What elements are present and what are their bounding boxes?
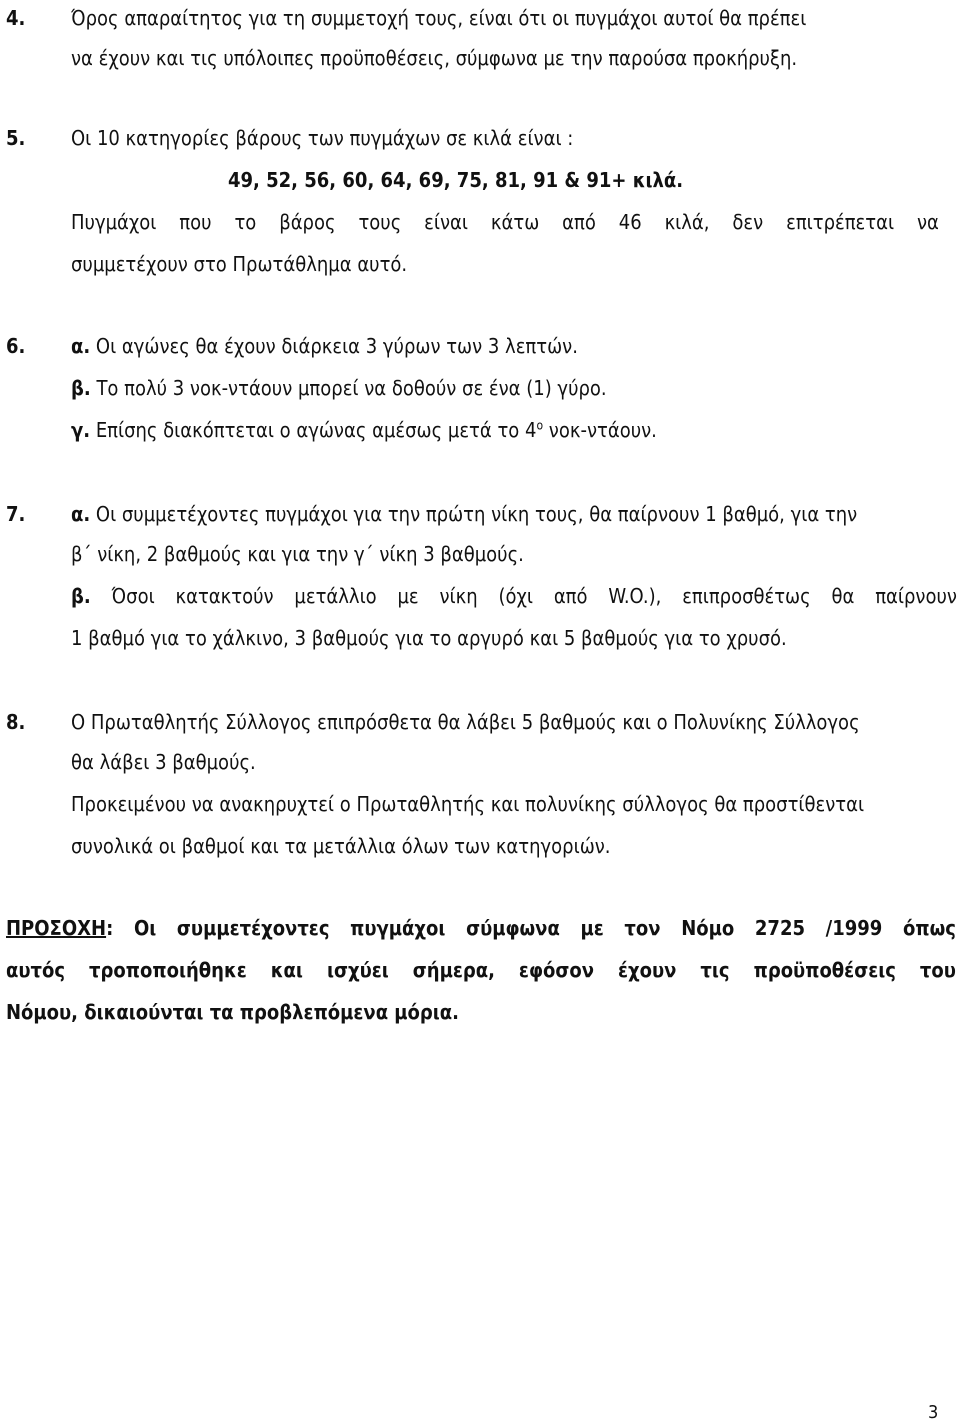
item-6-c-text: Επίσης διακόπτεται ο αγώνας αμέσως μετά το 4 xyxy=(95,418,537,442)
item-6-c xyxy=(71,418,657,442)
notice-heading xyxy=(6,916,113,940)
word: με xyxy=(580,916,604,940)
item-5-line-1: Οι 10 κατηγορίες βάρους των πυγμάχων σε κιλά είναι : xyxy=(71,126,574,150)
word: αυτός xyxy=(6,958,66,982)
word: σήμερα, xyxy=(412,958,495,982)
word: μετάλλιο xyxy=(294,584,377,608)
item-6-a xyxy=(71,334,578,358)
word: κατακτούν xyxy=(175,584,274,608)
item-number-4: 4. xyxy=(6,6,26,30)
word: δεν xyxy=(732,210,764,234)
notice-colon: : xyxy=(106,916,114,940)
item-4-line-1: Όρος απαραίτητος για τη συμμετοχή τους, είναι ότι οι πυγμάχοι αυτοί θα πρέπει xyxy=(71,6,807,30)
word: W.O.), xyxy=(608,584,662,608)
word: και xyxy=(270,958,303,982)
word: έχουν xyxy=(618,958,677,982)
word: να xyxy=(916,210,939,234)
word: τις xyxy=(700,958,730,982)
item-8-line-2: θα λάβει 3 βαθμούς. xyxy=(71,750,256,774)
sub-label-c: γ. xyxy=(71,418,91,442)
weight-classes: 49, 52, 56, 60, 64, 69, 75, 81, 91 & 91+ κιλά. xyxy=(228,168,684,192)
notice-line-3: Νόμου, δικαιούνται τα προβλεπόμενα μόρια. xyxy=(6,1000,460,1024)
notice-line-1 xyxy=(6,916,956,940)
word: Όσοι xyxy=(111,584,155,608)
word: συμμετέχοντες xyxy=(176,916,330,940)
sub-label-a: α. xyxy=(71,334,91,358)
word: το xyxy=(234,210,257,234)
word: τον xyxy=(624,916,661,940)
item-8-line-3: Προκειμένου να ανακηρυχτεί ο Πρωταθλητής και πολυνίκης σύλλογος θα προστίθενται xyxy=(71,792,865,816)
word: επιπροσθέτως xyxy=(682,584,811,608)
item-6-c-text-end: νοκ-ντάουν. xyxy=(548,418,657,442)
item-7-a-line-2: β΄ νίκη, 2 βαθμούς και για την γ΄ νίκη 3 βαθμούς. xyxy=(71,542,524,566)
sub-label-b: β. xyxy=(71,376,91,400)
word: τους xyxy=(358,210,402,234)
word: από xyxy=(553,584,588,608)
word: εφόσον xyxy=(518,958,595,982)
word: σύμφωνα xyxy=(466,916,560,940)
word: Πυγμάχοι xyxy=(71,210,157,234)
item-5-line-3 xyxy=(71,210,939,234)
item-4-line-2: να έχουν και τις υπόλοιπες προϋποθέσεις, σύμφωνα με την παρούσα προκήρυξη. xyxy=(71,46,798,70)
sub-label-b: β. xyxy=(71,584,91,608)
word: /1999 xyxy=(825,916,883,940)
word: κάτω xyxy=(490,210,540,234)
word: του xyxy=(919,958,956,982)
item-5-line-4: συμμετέχουν στο Πρωτάθλημα αυτό. xyxy=(71,252,408,276)
item-6-b-text: Το πολύ 3 νοκ-ντάουν μπορεί να δοθούν σε ένα (1) γύρο. xyxy=(96,376,607,400)
word: είναι xyxy=(424,210,468,234)
page-number: 3 xyxy=(928,1402,939,1423)
item-7-a-line-1 xyxy=(71,502,857,526)
word: Οι xyxy=(133,916,157,940)
word: νίκη xyxy=(439,584,478,608)
word: με xyxy=(397,584,419,608)
item-7-b-line-2: 1 βαθμό για το χάλκινο, 3 βαθμούς για το αργυρό και 5 βαθμούς για το χρυσό. xyxy=(71,626,787,650)
word: τροποποιήθηκε xyxy=(89,958,247,982)
word: κιλά, xyxy=(664,210,710,234)
word: πυγμάχοι xyxy=(350,916,446,940)
word: 2725 xyxy=(754,916,805,940)
word: Νόμο xyxy=(681,916,735,940)
word: 46 xyxy=(618,210,642,234)
word: ισχύει xyxy=(326,958,389,982)
item-6-a-text: Οι αγώνες θα έχουν διάρκεια 3 γύρων των 3 λεπτών. xyxy=(95,334,578,358)
word: όπως xyxy=(902,916,956,940)
word: θα xyxy=(831,584,855,608)
word: παίρνουν xyxy=(875,584,957,608)
item-6-b xyxy=(71,376,607,400)
item-number-8: 8. xyxy=(6,710,26,734)
word: που xyxy=(179,210,212,234)
word: (όχι xyxy=(498,584,533,608)
word: από xyxy=(562,210,596,234)
word: επιτρέπεται xyxy=(786,210,895,234)
sub-label-a: α. xyxy=(71,502,91,526)
word: βάρος xyxy=(279,210,336,234)
item-7-a-text: Οι συμμετέχοντες πυγμάχοι για την πρώτη νίκη τους, θα παίρνουν 1 βαθμό, για την xyxy=(95,502,858,526)
notice-line-2 xyxy=(6,958,956,982)
item-8-line-4: συνολικά οι βαθμοί και τα μετάλλια όλων των κατηγοριών. xyxy=(71,834,611,858)
item-number-6: 6. xyxy=(6,334,26,358)
item-7-b-line-1 xyxy=(71,584,957,608)
notice-label: ΠΡΟΣΟΧΗ xyxy=(6,916,107,940)
item-number-5: 5. xyxy=(6,126,26,150)
ordinal-superscript: ο xyxy=(536,418,544,433)
word: προϋποθέσεις xyxy=(753,958,896,982)
item-number-7: 7. xyxy=(6,502,26,526)
item-8-line-1: Ο Πρωταθλητής Σύλλογος επιπρόσθετα θα λάβει 5 βαθμούς και ο Πολυνίκης Σύλλογος xyxy=(71,710,860,734)
